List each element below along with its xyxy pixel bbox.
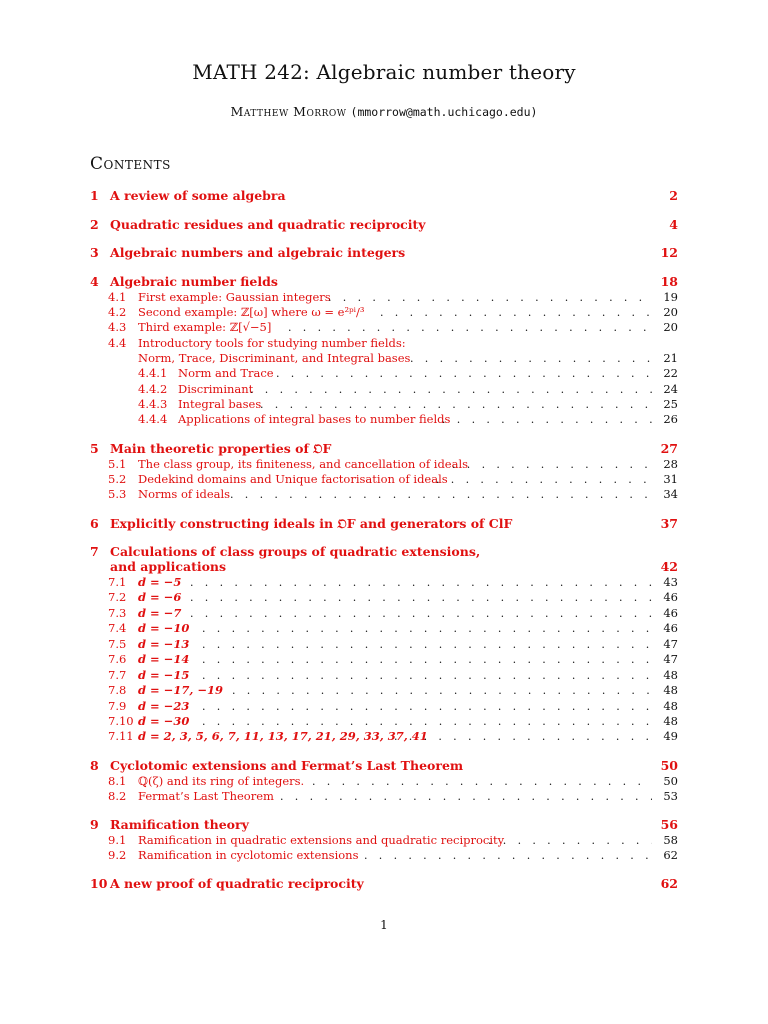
leader-dots (202, 668, 652, 683)
leader-dots (280, 789, 652, 804)
toc-label[interactable]: Norm and Trace (178, 366, 274, 380)
toc-number: 5.3 (108, 487, 127, 501)
toc-page[interactable]: 46 (663, 606, 678, 620)
toc-page[interactable]: 31 (663, 472, 678, 486)
toc-label[interactable]: A new proof of quadratic reciprocity (110, 876, 364, 891)
toc-page[interactable]: 50 (663, 774, 678, 788)
toc-page[interactable]: 28 (663, 457, 678, 471)
toc-number: 7.8 (108, 683, 127, 697)
toc-number: 4.4.4 (138, 412, 168, 426)
toc-page[interactable]: 49 (663, 729, 678, 743)
toc-page[interactable]: 47 (663, 652, 678, 666)
toc-label[interactable]: Introductory tools for studying number fields: (138, 336, 406, 350)
toc-number: 7.2 (108, 590, 127, 604)
leader-dots (250, 382, 652, 397)
toc-number: 6 (90, 516, 99, 531)
toc-number: 5 (90, 441, 99, 456)
leader-dots (436, 472, 652, 487)
leader-dots (394, 729, 652, 744)
toc-number: 4.4.2 (138, 382, 168, 396)
toc-label[interactable]: d = −30 (138, 714, 190, 728)
leader-dots (380, 305, 652, 320)
toc-page[interactable]: 58 (663, 833, 678, 847)
toc-page[interactable]: 12 (660, 245, 678, 260)
toc-page[interactable]: 46 (663, 590, 678, 604)
leader-dots (230, 487, 652, 502)
toc-label[interactable]: A review of some algebra (110, 188, 286, 203)
author-name: Matthew Morrow (230, 104, 347, 119)
toc-label[interactable]: Norms of ideals (138, 487, 231, 501)
leader-dots (288, 320, 652, 335)
toc-page[interactable]: 48 (663, 714, 678, 728)
toc-page[interactable]: 37 (660, 516, 678, 531)
toc-number: 5.2 (108, 472, 127, 486)
toc-page[interactable]: 62 (663, 848, 678, 862)
leader-dots (442, 412, 652, 427)
toc-page[interactable]: 20 (663, 320, 678, 334)
leader-dots (276, 366, 652, 381)
contents-heading: Contents (90, 154, 171, 174)
page-number: 1 (380, 918, 388, 932)
toc-number: 7.9 (108, 699, 127, 713)
toc-label[interactable]: d = −15 (138, 668, 190, 682)
leader-dots (190, 590, 652, 605)
toc-label[interactable]: d = −7 (138, 606, 182, 620)
toc-label[interactable]: Integral bases (178, 397, 262, 411)
toc-label[interactable]: Ramification theory (110, 817, 249, 832)
toc-number: 7.4 (108, 621, 127, 635)
toc-page[interactable]: 48 (663, 699, 678, 713)
toc-number: 5.1 (108, 457, 127, 471)
toc-number: 3 (90, 245, 99, 260)
toc-label[interactable]: d = −17, −19 (138, 683, 223, 697)
toc-label[interactable]: Algebraic numbers and algebraic integers (110, 245, 406, 260)
toc-page[interactable]: 48 (663, 668, 678, 682)
toc-number: 9.1 (108, 833, 127, 847)
toc-label[interactable]: Fermat’s Last Theorem (138, 789, 274, 803)
toc-page[interactable]: 48 (663, 683, 678, 697)
toc-page[interactable]: 21 (663, 351, 678, 365)
toc-number: 4.4.3 (138, 397, 168, 411)
toc-label[interactable]: d = −5 (138, 575, 182, 589)
toc-page[interactable]: 24 (663, 382, 678, 396)
toc-page[interactable]: 19 (663, 290, 678, 304)
leader-dots (260, 397, 652, 412)
leader-dots (364, 848, 652, 863)
toc-label[interactable]: Calculations of class groups of quadratic extensions, (110, 544, 481, 559)
toc-label[interactable]: Main theoretic properties of 𝔒F (110, 441, 332, 456)
toc-page[interactable]: 22 (663, 366, 678, 380)
toc-number: 7.10 (108, 714, 134, 728)
toc-label[interactable]: Third example: ℤ[√−5] (138, 320, 272, 334)
toc-number: 7.7 (108, 668, 127, 682)
toc-label[interactable]: d = −13 (138, 637, 190, 651)
toc-label[interactable]: Discriminant (178, 382, 254, 396)
toc-label[interactable]: Norm, Trace, Discriminant, and Integral bases (138, 351, 411, 365)
leader-dots (488, 833, 652, 848)
toc-page[interactable]: 34 (663, 487, 678, 501)
toc-page[interactable]: 50 (660, 758, 678, 773)
leader-dots (190, 606, 652, 621)
toc-number: 9 (90, 817, 99, 832)
toc-number: 7.11 (108, 729, 134, 743)
leader-dots (328, 290, 652, 305)
toc-number: 7.1 (108, 575, 127, 589)
author-email: (mmorrow@math.uchicago.edu) (350, 105, 538, 119)
leader-dots (312, 774, 652, 789)
toc-number: 7 (90, 544, 99, 559)
toc-number: 2 (90, 217, 99, 232)
toc-page[interactable]: 26 (663, 412, 678, 426)
toc-page[interactable]: 56 (660, 817, 678, 832)
toc-label[interactable]: ℚ(ζ) and its ring of integers. (138, 774, 305, 788)
toc-label[interactable]: Ramification in quadratic extensions and quadratic reciprocity (138, 833, 505, 847)
leader-dots (202, 714, 652, 729)
toc-number: 7.3 (108, 606, 127, 620)
leader-dots (410, 351, 652, 366)
toc-page[interactable]: 2 (669, 188, 678, 203)
toc-label[interactable]: d = −6 (138, 590, 182, 604)
toc-number: 4.2 (108, 305, 127, 319)
leader-dots (190, 575, 652, 590)
leader-dots (202, 699, 652, 714)
toc-label[interactable]: d = −14 (138, 652, 190, 666)
toc-page[interactable]: 25 (663, 397, 678, 411)
toc-label[interactable]: d = −23 (138, 699, 190, 713)
toc-number: 9.2 (108, 848, 127, 862)
toc-page[interactable]: 47 (663, 637, 678, 651)
author-line (0, 104, 768, 119)
toc-number: 10 (90, 876, 108, 891)
toc-label[interactable]: Ramification in cyclotomic extensions (138, 848, 359, 862)
toc-label[interactable]: and applications (110, 559, 227, 574)
toc-number: 4.1 (108, 290, 127, 304)
toc-page[interactable]: 18 (660, 274, 678, 289)
toc-label[interactable]: Explicitly constructing ideals in 𝔒F and generators of ClF (110, 516, 513, 531)
toc-page[interactable]: 46 (663, 621, 678, 635)
toc-number: 7.6 (108, 652, 127, 666)
toc-label[interactable]: Quadratic residues and quadratic reciprocity (110, 217, 426, 232)
toc-number: 7.5 (108, 637, 127, 651)
leader-dots (202, 652, 652, 667)
toc-label[interactable]: Cyclotomic extensions and Fermat’s Last Theorem (110, 758, 464, 773)
toc-page[interactable]: 53 (663, 789, 678, 803)
leader-dots (202, 621, 652, 636)
toc-number: 8.1 (108, 774, 127, 788)
toc-page[interactable]: 20 (663, 305, 678, 319)
toc-number: 8.2 (108, 789, 127, 803)
toc-label[interactable]: First example: Gaussian integers (138, 290, 331, 304)
toc-number: 4.3 (108, 320, 127, 334)
toc-label[interactable]: The class group, its finiteness, and cancellation of ideals (138, 457, 469, 471)
toc-label[interactable]: d = −10 (138, 621, 190, 635)
toc-page[interactable]: 43 (663, 575, 678, 589)
toc-label[interactable]: Dedekind domains and Unique factorisation of ideals (138, 472, 448, 486)
toc-label[interactable]: d = 2, 3, 5, 6, 7, 11, 13, 17, 21, 29, 33, 37, 41 (138, 729, 428, 743)
leader-dots (202, 637, 652, 652)
toc-page[interactable]: 42 (660, 559, 678, 574)
toc-number: 4.4 (108, 336, 127, 350)
toc-label[interactable]: Algebraic number fields (110, 274, 278, 289)
toc-page[interactable]: 27 (660, 441, 678, 456)
toc-page[interactable]: 62 (660, 876, 678, 891)
toc-number: 8 (90, 758, 99, 773)
toc-number: 1 (90, 188, 99, 203)
leader-dots (452, 457, 652, 472)
toc-number: 4.4.1 (138, 366, 168, 380)
leader-dots (232, 683, 652, 698)
document-title: MATH 242: Algebraic number theory (192, 60, 576, 84)
toc-number: 4 (90, 274, 99, 289)
toc-label[interactable]: Applications of integral bases to number fields (178, 412, 451, 426)
toc-page[interactable]: 4 (669, 217, 678, 232)
toc-label[interactable]: Second example: ℤ[ω] where ω = e²ᵖⁱ/³ (138, 305, 365, 319)
